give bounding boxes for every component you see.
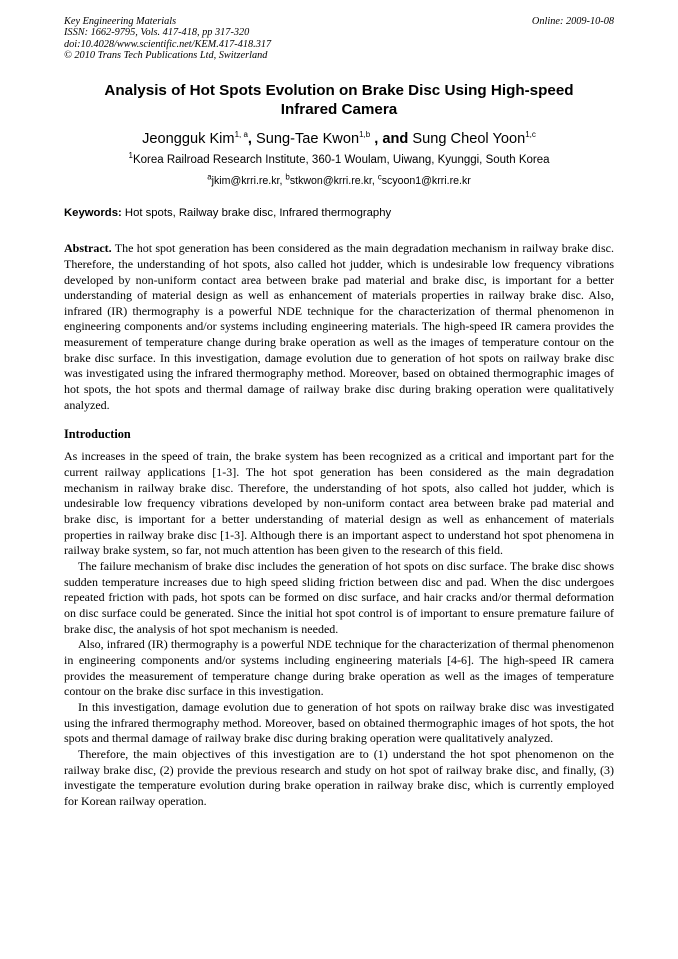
author-emails	[64, 174, 614, 188]
email-address: stkwon@krri.re.kr,	[289, 175, 375, 188]
section-heading-introduction: Introduction	[64, 427, 131, 442]
keywords-label: Keywords:	[64, 207, 122, 220]
author-separator: ,	[247, 131, 252, 148]
affiliation-marker: 1	[128, 151, 133, 161]
author-name: Sung-Tae Kwon	[256, 131, 360, 148]
affiliation	[64, 152, 614, 168]
paper-title: Analysis of Hot Spots Evolution on Brake Disc Using High-speed Infrared Camera	[104, 82, 574, 119]
abstract-text: The hot spot generation has been considered as the main degradation mechanism in railway brake disc. Therefore, the understanding of hot spots, also called hot judder, which is undesirable low frequency vibrations developed by non-uniform contact area between brake pad material and brake disc, is important for a better understanding of material design as well as enhancement of materials properties in railway brake disc. Also, infrared (IR) thermography is a powerful NDE technique for the characterization of thermal phenomenon in engineering components and/or systems including engineering materials. The high-speed IR camera provides the measurement of temperature change during brake operation as well as the images of temperature contour on the brake disc surface. In this investigation, damage evolution due to generation of hot spots on railway brake disc was investigated using the infrared thermography method. Moreover, based on obtained thermographic images of hot spots, the hot spots and thermal damage of railway brake disc during braking operation were qualitatively analyzed.	[64, 241, 614, 412]
doi-line: doi:10.4028/www.scientific.net/KEM.417-418.317	[64, 38, 272, 50]
paragraph: As increases in the speed of train, the brake system has been recognized as a critical and important part for the current railway applications [1-3]. The hot spot generation has been considered as the main degradation mechanism in railway brake disc. Therefore, the understanding of hot spots, also called hot judder, which is undesirable low frequency vibrations developed by non-uniform contact area between brake pad material and brake disc, is important for a better understanding of material design as well as enhancement of materials properties in railway brake disc [1-3]. Although there is an important aspect to understand hot spot phenomena in railway brake system, so far, not much attention has been given to the research of this field.	[64, 449, 614, 558]
email-address: jkim@krri.re.kr,	[211, 175, 283, 188]
author-affiliation-marker: 1, a	[234, 130, 248, 140]
author-affiliation-marker: 1,c	[525, 130, 536, 140]
paragraph: Also, infrared (IR) thermography is a powerful NDE technique for the characterization of thermal phenomenon in engineering components and/or systems including engineering materials [4-6]. The high-speed IR camera provides the measurement of temperature change during brake operation as well as the images of temperature contour on the brake disc surface in this investigation.	[64, 637, 614, 699]
issn-line: ISSN: 1662-9795, Vols. 417-418, pp 317-320	[64, 27, 250, 39]
paragraph: Therefore, the main objectives of this investigation are to (1) understand the hot spot phenomenon on the railway brake disc, (2) provide the previous research and study on hot spot of railway brake disc, and finally, (3) investigate the temperature evolution during brake operation in railway brake disc, which is currently employed for Korean railway operation.	[64, 746, 614, 808]
journal-header	[64, 16, 614, 61]
keywords	[64, 206, 614, 221]
paragraph: In this investigation, damage evolution due to generation of hot spots on railway brake disc was investigated using the infrared thermography method. Moreover, based on obtained thermographic images of hot spots, the hot spots and thermal damage of railway brake disc during braking operation were qualitatively analyzed.	[64, 699, 614, 746]
abstract	[64, 241, 614, 413]
copyright-line: © 2010 Trans Tech Publications Ltd, Switzerland	[64, 49, 268, 61]
abstract-label: Abstract.	[64, 241, 112, 256]
author-affiliation-marker: 1,b	[359, 130, 371, 140]
author-separator: , and	[374, 131, 409, 148]
email-marker: a	[207, 172, 212, 182]
paragraph: The failure mechanism of brake disc includes the generation of hot spots on disc surface. The brake disc shows sudden temperature increases due to high speed sliding friction between disc and pad. When the disc undergoes repeated friction with pads, hot spots can be formed on disc surface, and hair cracks and/or thermal deformation on disc surface could be generated. Since the initial hot spot control is of important to ensure premature failure of brake disc, the analysis of hot spot mechanism is needed.	[64, 559, 614, 636]
author-list	[64, 129, 614, 149]
online-date: Online: 2009-10-08	[531, 16, 614, 27]
author-name: Sung Cheol Yoon	[412, 131, 526, 148]
keywords-text: Hot spots, Railway brake disc, Infrared thermography	[124, 207, 392, 220]
affiliation-text: Korea Railroad Research Institute, 360-1 Woulam, Uiwang, Kyunggi, South Korea	[132, 154, 550, 167]
email-marker: b	[285, 172, 290, 182]
author-name: Jeongguk Kim	[142, 131, 235, 148]
journal-name: Key Engineering Materials	[64, 16, 177, 27]
email-marker: c	[377, 172, 382, 182]
email-address: scyoon1@krri.re.kr	[381, 175, 471, 188]
